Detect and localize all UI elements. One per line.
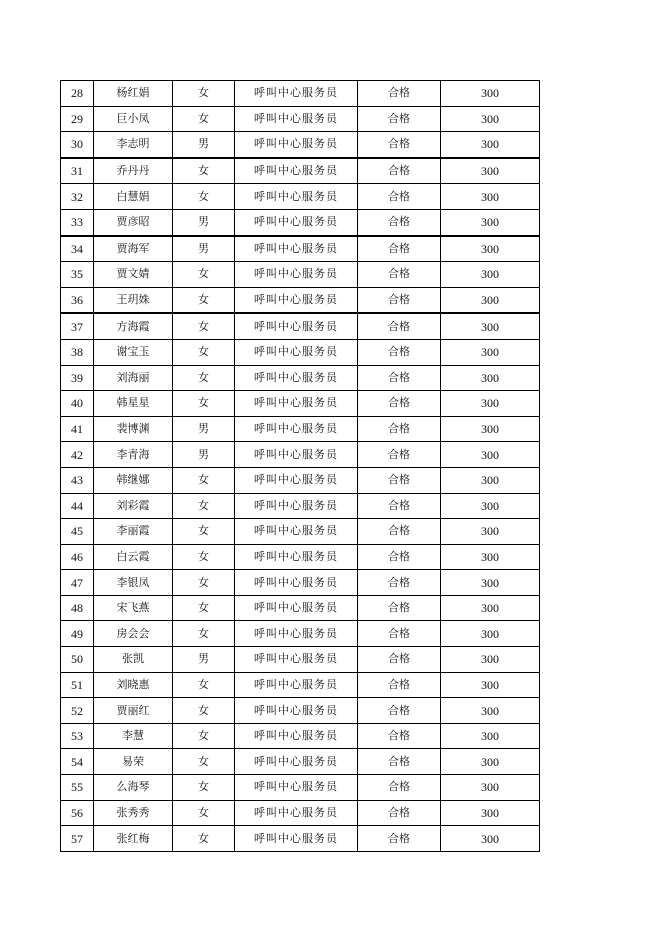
gender-cell: 女 (173, 800, 235, 826)
row-number-cell: 57 (61, 826, 94, 852)
name-cell: 易荣 (94, 749, 173, 775)
row-number-cell: 45 (61, 519, 94, 545)
gender-cell: 女 (173, 106, 235, 132)
gender-cell: 女 (173, 570, 235, 596)
gender-cell: 女 (173, 158, 235, 184)
row-number-cell: 56 (61, 800, 94, 826)
row-number-cell: 47 (61, 570, 94, 596)
occupation-cell: 呼叫中心服务员 (235, 647, 358, 673)
name-cell: 贾彦昭 (94, 209, 173, 235)
name-cell: 贾海军 (94, 236, 173, 262)
amount-cell: 300 (441, 81, 540, 107)
gender-cell: 女 (173, 262, 235, 288)
result-cell: 合格 (358, 467, 441, 493)
occupation-cell: 呼叫中心服务员 (235, 800, 358, 826)
amount-cell: 300 (441, 442, 540, 468)
result-cell: 合格 (358, 775, 441, 801)
result-cell: 合格 (358, 236, 441, 262)
gender-cell: 女 (173, 391, 235, 417)
gender-cell: 男 (173, 209, 235, 235)
table-row (61, 339, 540, 365)
gender-cell: 女 (173, 723, 235, 749)
amount-cell: 300 (441, 287, 540, 313)
name-cell: 王玥姝 (94, 287, 173, 313)
row-number-cell: 33 (61, 209, 94, 235)
row-number-cell: 41 (61, 416, 94, 442)
table-row (61, 236, 540, 262)
result-cell: 合格 (358, 672, 441, 698)
name-cell: 刘海丽 (94, 365, 173, 391)
row-number-cell: 36 (61, 287, 94, 313)
amount-cell: 300 (441, 775, 540, 801)
table-row (61, 672, 540, 698)
occupation-cell: 呼叫中心服务员 (235, 236, 358, 262)
result-cell: 合格 (358, 365, 441, 391)
name-cell: 贾文婧 (94, 262, 173, 288)
amount-cell: 300 (441, 106, 540, 132)
table-row (61, 262, 540, 288)
gender-cell: 女 (173, 493, 235, 519)
gender-cell: 女 (173, 672, 235, 698)
result-cell: 合格 (358, 493, 441, 519)
name-cell: 张红梅 (94, 826, 173, 852)
gender-cell: 女 (173, 313, 235, 339)
table-row (61, 647, 540, 673)
occupation-cell: 呼叫中心服务员 (235, 570, 358, 596)
gender-cell: 女 (173, 775, 235, 801)
table-row (61, 749, 540, 775)
result-cell: 合格 (358, 209, 441, 235)
row-number-cell: 38 (61, 339, 94, 365)
occupation-cell: 呼叫中心服务员 (235, 723, 358, 749)
name-cell: 方海霞 (94, 313, 173, 339)
occupation-cell: 呼叫中心服务员 (235, 158, 358, 184)
name-cell: 李青海 (94, 442, 173, 468)
occupation-cell: 呼叫中心服务员 (235, 391, 358, 417)
result-cell: 合格 (358, 391, 441, 417)
result-cell: 合格 (358, 621, 441, 647)
roster-table (60, 80, 540, 852)
row-number-cell: 51 (61, 672, 94, 698)
amount-cell: 300 (441, 749, 540, 775)
gender-cell: 女 (173, 826, 235, 852)
row-number-cell: 32 (61, 184, 94, 210)
name-cell: 张秀秀 (94, 800, 173, 826)
result-cell: 合格 (358, 544, 441, 570)
amount-cell: 300 (441, 595, 540, 621)
amount-cell: 300 (441, 544, 540, 570)
amount-cell: 300 (441, 209, 540, 235)
result-cell: 合格 (358, 132, 441, 158)
table-row (61, 519, 540, 545)
result-cell: 合格 (358, 826, 441, 852)
result-cell: 合格 (358, 723, 441, 749)
occupation-cell: 呼叫中心服务员 (235, 826, 358, 852)
occupation-cell: 呼叫中心服务员 (235, 442, 358, 468)
amount-cell: 300 (441, 416, 540, 442)
occupation-cell: 呼叫中心服务员 (235, 672, 358, 698)
table-row (61, 493, 540, 519)
name-cell: 李慧 (94, 723, 173, 749)
gender-cell: 女 (173, 467, 235, 493)
name-cell: 张凯 (94, 647, 173, 673)
gender-cell: 女 (173, 544, 235, 570)
table-row (61, 800, 540, 826)
gender-cell: 男 (173, 442, 235, 468)
row-number-cell: 35 (61, 262, 94, 288)
occupation-cell: 呼叫中心服务员 (235, 106, 358, 132)
result-cell: 合格 (358, 519, 441, 545)
name-cell: 李银凤 (94, 570, 173, 596)
occupation-cell: 呼叫中心服务员 (235, 339, 358, 365)
gender-cell: 女 (173, 698, 235, 724)
row-number-cell: 53 (61, 723, 94, 749)
amount-cell: 300 (441, 184, 540, 210)
row-number-cell: 30 (61, 132, 94, 158)
gender-cell: 女 (173, 184, 235, 210)
result-cell: 合格 (358, 570, 441, 596)
table-row (61, 467, 540, 493)
row-number-cell: 37 (61, 313, 94, 339)
gender-cell: 男 (173, 132, 235, 158)
result-cell: 合格 (358, 106, 441, 132)
amount-cell: 300 (441, 672, 540, 698)
table-row (61, 132, 540, 158)
result-cell: 合格 (358, 339, 441, 365)
name-cell: 巨小凤 (94, 106, 173, 132)
name-cell: 乔丹丹 (94, 158, 173, 184)
table-row (61, 209, 540, 235)
row-number-cell: 49 (61, 621, 94, 647)
occupation-cell: 呼叫中心服务员 (235, 775, 358, 801)
result-cell: 合格 (358, 416, 441, 442)
table-row (61, 595, 540, 621)
gender-cell: 女 (173, 749, 235, 775)
gender-cell: 女 (173, 519, 235, 545)
result-cell: 合格 (358, 287, 441, 313)
occupation-cell: 呼叫中心服务员 (235, 287, 358, 313)
row-number-cell: 40 (61, 391, 94, 417)
row-number-cell: 54 (61, 749, 94, 775)
occupation-cell: 呼叫中心服务员 (235, 519, 358, 545)
table-row (61, 106, 540, 132)
amount-cell: 300 (441, 236, 540, 262)
row-number-cell: 48 (61, 595, 94, 621)
result-cell: 合格 (358, 81, 441, 107)
table-row (61, 158, 540, 184)
amount-cell: 300 (441, 519, 540, 545)
name-cell: 裴博渊 (94, 416, 173, 442)
result-cell: 合格 (358, 749, 441, 775)
row-number-cell: 44 (61, 493, 94, 519)
result-cell: 合格 (358, 647, 441, 673)
result-cell: 合格 (358, 313, 441, 339)
roster-table-body (61, 81, 540, 852)
amount-cell: 300 (441, 365, 540, 391)
amount-cell: 300 (441, 698, 540, 724)
amount-cell: 300 (441, 132, 540, 158)
occupation-cell: 呼叫中心服务员 (235, 365, 358, 391)
table-row (61, 416, 540, 442)
result-cell: 合格 (358, 262, 441, 288)
gender-cell: 女 (173, 287, 235, 313)
gender-cell: 女 (173, 595, 235, 621)
gender-cell: 女 (173, 621, 235, 647)
amount-cell: 300 (441, 339, 540, 365)
name-cell: 刘彩霞 (94, 493, 173, 519)
result-cell: 合格 (358, 698, 441, 724)
result-cell: 合格 (358, 184, 441, 210)
row-number-cell: 55 (61, 775, 94, 801)
occupation-cell: 呼叫中心服务员 (235, 262, 358, 288)
table-row (61, 621, 540, 647)
gender-cell: 女 (173, 365, 235, 391)
amount-cell: 300 (441, 800, 540, 826)
occupation-cell: 呼叫中心服务员 (235, 621, 358, 647)
name-cell: 李丽霞 (94, 519, 173, 545)
occupation-cell: 呼叫中心服务员 (235, 416, 358, 442)
table-row (61, 723, 540, 749)
name-cell: 杨红娟 (94, 81, 173, 107)
gender-cell: 男 (173, 647, 235, 673)
amount-cell: 300 (441, 158, 540, 184)
amount-cell: 300 (441, 723, 540, 749)
occupation-cell: 呼叫中心服务员 (235, 493, 358, 519)
amount-cell: 300 (441, 826, 540, 852)
amount-cell: 300 (441, 313, 540, 339)
occupation-cell: 呼叫中心服务员 (235, 749, 358, 775)
row-number-cell: 42 (61, 442, 94, 468)
name-cell: 白慧娟 (94, 184, 173, 210)
row-number-cell: 39 (61, 365, 94, 391)
occupation-cell: 呼叫中心服务员 (235, 313, 358, 339)
amount-cell: 300 (441, 493, 540, 519)
table-row (61, 391, 540, 417)
amount-cell: 300 (441, 262, 540, 288)
row-number-cell: 28 (61, 81, 94, 107)
result-cell: 合格 (358, 442, 441, 468)
result-cell: 合格 (358, 800, 441, 826)
table-row (61, 287, 540, 313)
occupation-cell: 呼叫中心服务员 (235, 467, 358, 493)
table-row (61, 826, 540, 852)
gender-cell: 女 (173, 339, 235, 365)
row-number-cell: 50 (61, 647, 94, 673)
row-number-cell: 43 (61, 467, 94, 493)
occupation-cell: 呼叫中心服务员 (235, 81, 358, 107)
table-row (61, 570, 540, 596)
amount-cell: 300 (441, 467, 540, 493)
occupation-cell: 呼叫中心服务员 (235, 184, 358, 210)
amount-cell: 300 (441, 647, 540, 673)
table-row (61, 365, 540, 391)
result-cell: 合格 (358, 158, 441, 184)
table-row (61, 698, 540, 724)
table-row (61, 544, 540, 570)
table-row (61, 81, 540, 107)
row-number-cell: 46 (61, 544, 94, 570)
amount-cell: 300 (441, 391, 540, 417)
occupation-cell: 呼叫中心服务员 (235, 698, 358, 724)
table-row (61, 184, 540, 210)
occupation-cell: 呼叫中心服务员 (235, 209, 358, 235)
name-cell: 宋飞燕 (94, 595, 173, 621)
occupation-cell: 呼叫中心服务员 (235, 595, 358, 621)
amount-cell: 300 (441, 621, 540, 647)
name-cell: 李志明 (94, 132, 173, 158)
occupation-cell: 呼叫中心服务员 (235, 132, 358, 158)
name-cell: 贾丽红 (94, 698, 173, 724)
gender-cell: 女 (173, 81, 235, 107)
amount-cell: 300 (441, 570, 540, 596)
table-row (61, 313, 540, 339)
table-row (61, 442, 540, 468)
roster-sheet (60, 80, 539, 852)
gender-cell: 男 (173, 416, 235, 442)
row-number-cell: 29 (61, 106, 94, 132)
gender-cell: 男 (173, 236, 235, 262)
name-cell: 谢宝玉 (94, 339, 173, 365)
row-number-cell: 34 (61, 236, 94, 262)
name-cell: 刘晓惠 (94, 672, 173, 698)
occupation-cell: 呼叫中心服务员 (235, 544, 358, 570)
row-number-cell: 31 (61, 158, 94, 184)
name-cell: 么海琴 (94, 775, 173, 801)
name-cell: 韩继娜 (94, 467, 173, 493)
table-row (61, 775, 540, 801)
name-cell: 房会会 (94, 621, 173, 647)
name-cell: 白云霞 (94, 544, 173, 570)
name-cell: 韩星星 (94, 391, 173, 417)
result-cell: 合格 (358, 595, 441, 621)
row-number-cell: 52 (61, 698, 94, 724)
